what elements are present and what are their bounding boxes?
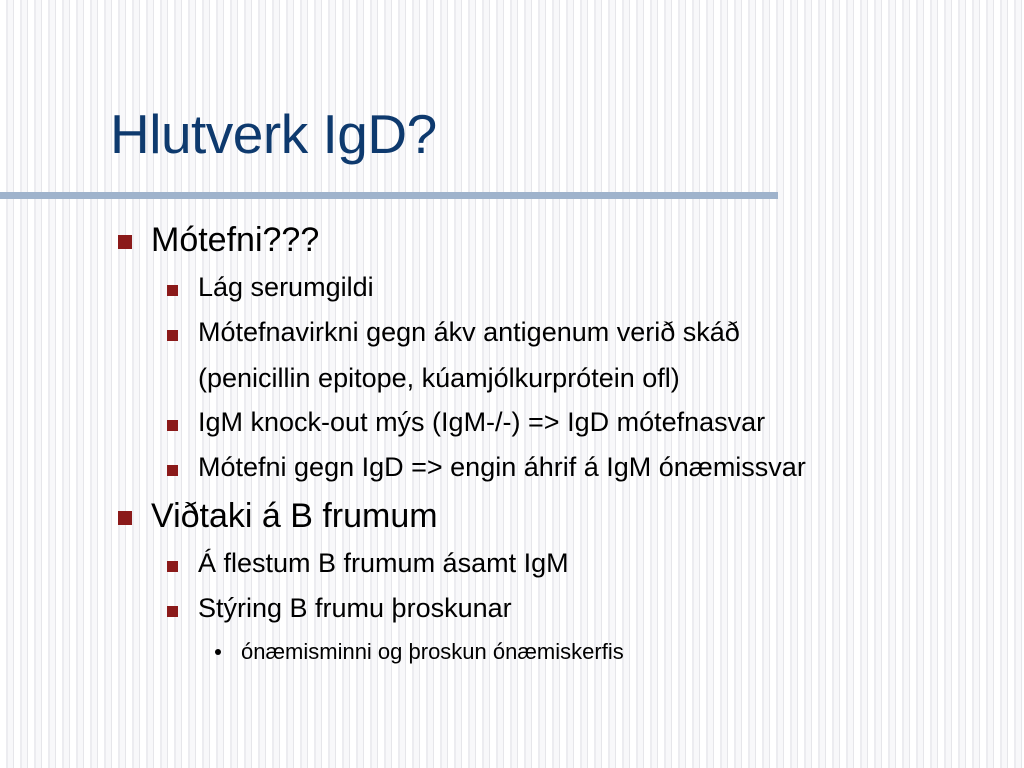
square-bullet-icon: [118, 511, 132, 525]
bullet-text: IgM knock-out mýs (IgM-/-) => IgD mótefnasvar: [198, 407, 766, 437]
square-bullet-icon: [167, 606, 178, 617]
square-bullet-icon: [167, 420, 178, 431]
square-bullet-icon: [167, 330, 178, 341]
square-bullet-icon: [167, 561, 178, 572]
square-bullet-icon: [167, 465, 178, 476]
bullet-text: Viðtaki á B frumum: [151, 497, 438, 535]
bullet-text: ónæmisminni og þroskun ónæmiskerfis: [241, 639, 624, 664]
bullet-text: Stýring B frumu þroskunar: [198, 593, 512, 623]
bullet-text-continuation: (penicillin epitope, kúamjólkurprótein ofl): [198, 363, 680, 393]
bullet-text: Á flestum B frumum ásamt IgM: [198, 548, 569, 578]
bullet-text: Lág serumgildi: [198, 272, 374, 302]
slide-title: Hlutverk IgD?: [110, 103, 437, 165]
bullet-text: Mótefnavirkni gegn ákv antigenum verið skáð: [198, 317, 740, 347]
dot-bullet-icon: [215, 649, 221, 655]
bullet-text: Mótefni???: [151, 221, 320, 259]
square-bullet-icon: [167, 285, 178, 296]
square-bullet-icon: [118, 235, 132, 249]
bullet-text: Mótefni gegn IgD => engin áhrif á IgM ónæmissvar: [198, 452, 806, 482]
